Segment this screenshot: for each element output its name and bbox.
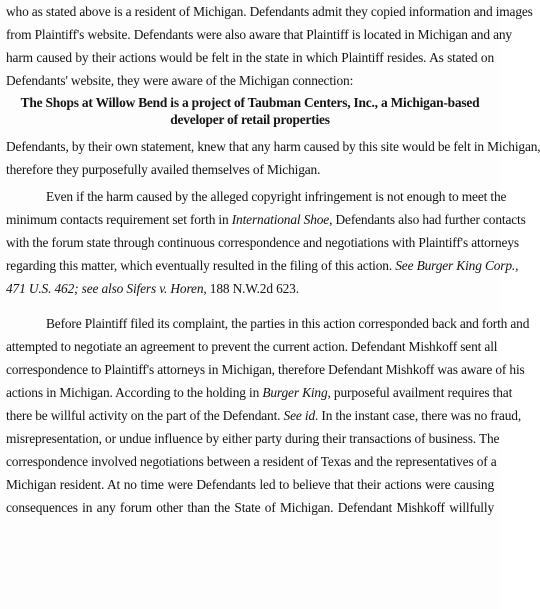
text-line <box>6 254 519 277</box>
text-run: , Defendants also had further contacts <box>329 212 526 227</box>
text-run: minimum contacts requirement set forth in <box>6 212 232 227</box>
text-line: Michigan resident. At no time were Defendants led to believe that their actions were causing <box>6 477 494 492</box>
text-run: there be willful activity on the part of the Defendant. <box>6 408 284 423</box>
text-line: Defendants' website, they were aware of the Michigan connection: <box>6 73 354 88</box>
body-text <box>6 0 540 519</box>
text-line <box>6 381 513 404</box>
case-citation: See Burger King Corp., <box>395 258 519 273</box>
text-run: regarding this matter, which eventually resulted in the filing of this action. <box>6 258 396 273</box>
text-line: Even if the harm caused by the alleged copyright infringement is not enough to meet the <box>46 189 507 204</box>
text-line: harm caused by their actions would be felt in the state in which Plaintiff resides. As stated on <box>6 50 494 65</box>
case-citation: 471 U.S. 462; see also Sifers v. Horen <box>6 281 204 296</box>
paragraph-minimum-contacts <box>6 185 526 300</box>
text-line <box>6 404 522 427</box>
text-run: , purposeful availment requires that <box>327 385 513 400</box>
block-quote <box>6 92 494 135</box>
text-line: from Plaintiff's website. Defendants were also aware that Plaintiff is located in Michigan and any <box>6 27 512 42</box>
text-run: actions in Michigan. According to the holding in <box>6 385 263 400</box>
paragraph-correspondence <box>6 312 530 519</box>
paragraph-availment <box>6 135 540 181</box>
text-line: therefore they purposefully availed themselves of Michigan. <box>6 162 321 177</box>
text-line: correspondence involved negotiations between a resident of Texas and the representatives of a <box>6 454 497 469</box>
text-line: Before Plaintiff filed its complaint, the parties in this action corresponded back and forth and <box>46 316 530 331</box>
paragraph-continuation <box>6 0 533 92</box>
text-line: with the forum state through continuous correspondence and negotiations with Plaintiff's attorneys <box>6 235 519 250</box>
case-citation: International Shoe <box>231 212 330 227</box>
text-line: correspondence to Plaintiff's attorneys in Michigan, therefore Defendant Mishkoff was aware of his <box>6 362 525 377</box>
text-line <box>6 277 494 300</box>
text-line: Defendants, by their own statement, knew that any harm caused by this site would be felt in Michigan, <box>6 139 540 154</box>
text-run: . In the instant case, there was no fraud, <box>315 408 522 423</box>
text-run: , 188 N.W.2d 623. <box>203 281 299 296</box>
case-citation: See id <box>283 408 315 423</box>
text-line: attempted to negotiate an agreement to prevent the current action. Defendant Mishkoff sent all <box>6 339 498 354</box>
text-line: who as stated above is a resident of Michigan. Defendants admit they copied information and images <box>6 4 533 19</box>
text-line <box>6 208 526 231</box>
text-line: consequences in any forum other than the State of Michigan. Defendant Mishkoff willfully <box>6 500 494 515</box>
case-citation: Burger King <box>262 385 328 400</box>
text-line: misrepresentation, or undue influence by either party during their transactions of business. The <box>6 431 500 446</box>
quote-line: The Shops at Willow Bend is a project of Taubman Centers, Inc., a Michigan-based <box>20 95 480 110</box>
quote-line: developer of retail properties <box>170 112 330 127</box>
